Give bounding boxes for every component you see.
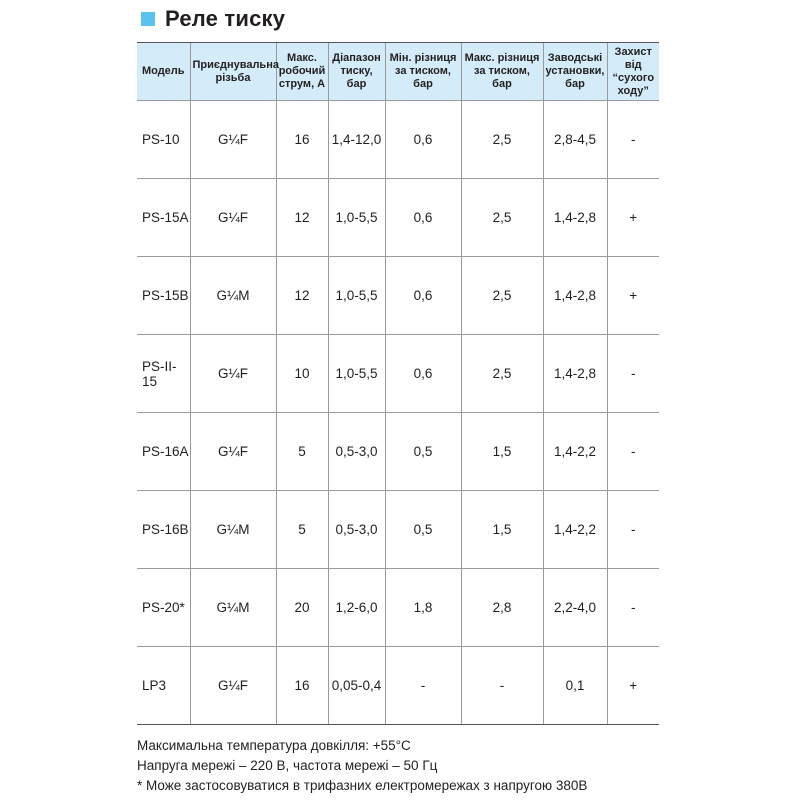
cell-min-difference: 0,5 bbox=[385, 413, 461, 491]
cell-thread: G¼F bbox=[190, 413, 276, 491]
cell-factory-settings: 1,4-2,8 bbox=[543, 257, 607, 335]
cell-pressure-range: 0,5-3,0 bbox=[328, 413, 385, 491]
header-factory-settings: Заводські установки, бар bbox=[543, 43, 607, 101]
cell-max-difference: 2,5 bbox=[461, 179, 543, 257]
cell-pressure-range: 1,4-12,0 bbox=[328, 101, 385, 179]
cell-max-current: 20 bbox=[276, 569, 328, 647]
table-row bbox=[137, 335, 659, 413]
title-marker-square bbox=[141, 12, 155, 26]
cell-dry-run-protection: + bbox=[607, 257, 659, 335]
cell-min-difference: 0,6 bbox=[385, 179, 461, 257]
cell-factory-settings: 2,8-4,5 bbox=[543, 101, 607, 179]
cell-thread: G¼F bbox=[190, 335, 276, 413]
cell-factory-settings: 1,4-2,2 bbox=[543, 491, 607, 569]
table-row bbox=[137, 101, 659, 179]
cell-max-current: 16 bbox=[276, 647, 328, 725]
cell-max-current: 10 bbox=[276, 335, 328, 413]
cell-model: PS-20* bbox=[137, 569, 190, 647]
cell-pressure-range: 0,05-0,4 bbox=[328, 647, 385, 725]
cell-min-difference: 0,6 bbox=[385, 101, 461, 179]
cell-model: PS-16A bbox=[137, 413, 190, 491]
cell-max-difference: 2,5 bbox=[461, 257, 543, 335]
cell-max-current: 12 bbox=[276, 257, 328, 335]
section-header bbox=[141, 3, 285, 35]
cell-model: PS-10 bbox=[137, 101, 190, 179]
header-pressure-range: Діапазон тиску, бар bbox=[328, 43, 385, 101]
cell-thread: G¼M bbox=[190, 257, 276, 335]
cell-model: PS-15A bbox=[137, 179, 190, 257]
cell-factory-settings: 1,4-2,8 bbox=[543, 335, 607, 413]
header-model: Модель bbox=[137, 43, 190, 101]
page-title: Реле тиску bbox=[165, 6, 286, 31]
cell-thread: G¼M bbox=[190, 569, 276, 647]
header-thread: Приєднувальна різьба bbox=[190, 43, 276, 101]
table-row bbox=[137, 569, 659, 647]
table-row bbox=[137, 179, 659, 257]
table-row bbox=[137, 413, 659, 491]
cell-factory-settings: 0,1 bbox=[543, 647, 607, 725]
note-three-phase: * Може застосовуватися в трифазних електромережах з напругою 380В bbox=[137, 778, 588, 793]
cell-max-current: 16 bbox=[276, 101, 328, 179]
cell-min-difference: 1,8 bbox=[385, 569, 461, 647]
cell-dry-run-protection: + bbox=[607, 647, 659, 725]
cell-min-difference: 0,6 bbox=[385, 335, 461, 413]
cell-dry-run-protection: - bbox=[607, 569, 659, 647]
cell-model: PS-II-15 bbox=[137, 335, 190, 413]
cell-thread: G¼M bbox=[190, 491, 276, 569]
cell-max-difference: 1,5 bbox=[461, 491, 543, 569]
cell-min-difference: 0,5 bbox=[385, 491, 461, 569]
cell-model: LP3 bbox=[137, 647, 190, 725]
cell-factory-settings: 2,2-4,0 bbox=[543, 569, 607, 647]
cell-thread: G¼F bbox=[190, 179, 276, 257]
cell-pressure-range: 1,0-5,5 bbox=[328, 257, 385, 335]
header-min-difference: Мін. різниця за тиском, бар bbox=[385, 43, 461, 101]
table-row bbox=[137, 647, 659, 725]
cell-pressure-range: 1,2-6,0 bbox=[328, 569, 385, 647]
cell-dry-run-protection: - bbox=[607, 491, 659, 569]
cell-dry-run-protection: - bbox=[607, 101, 659, 179]
cell-max-difference: 2,8 bbox=[461, 569, 543, 647]
cell-model: PS-16B bbox=[137, 491, 190, 569]
footnotes bbox=[137, 736, 587, 796]
note-mains-voltage: Напруга мережі – 220 В, частота мережі – 50 Гц bbox=[137, 758, 438, 773]
cell-max-current: 5 bbox=[276, 413, 328, 491]
table-row bbox=[137, 491, 659, 569]
cell-dry-run-protection: - bbox=[607, 335, 659, 413]
cell-max-difference: 2,5 bbox=[461, 101, 543, 179]
cell-max-current: 12 bbox=[276, 179, 328, 257]
header-dry-run-protection: Захист від “сухого ходу” bbox=[607, 43, 659, 101]
cell-thread: G¼F bbox=[190, 101, 276, 179]
cell-max-current: 5 bbox=[276, 491, 328, 569]
cell-model: PS-15B bbox=[137, 257, 190, 335]
cell-min-difference: 0,6 bbox=[385, 257, 461, 335]
cell-thread: G¼F bbox=[190, 647, 276, 725]
cell-factory-settings: 1,4-2,8 bbox=[543, 179, 607, 257]
note-max-temperature: Максимальна температура довкілля: +55°С bbox=[137, 738, 411, 753]
header-max-difference: Макс. різниця за тиском, бар bbox=[461, 43, 543, 101]
cell-dry-run-protection: + bbox=[607, 179, 659, 257]
table-header-row bbox=[137, 43, 659, 101]
cell-factory-settings: 1,4-2,2 bbox=[543, 413, 607, 491]
cell-max-difference: 2,5 bbox=[461, 335, 543, 413]
cell-pressure-range: 1,0-5,5 bbox=[328, 335, 385, 413]
cell-max-difference: - bbox=[461, 647, 543, 725]
table-row bbox=[137, 257, 659, 335]
pressure-switch-table bbox=[137, 42, 659, 725]
cell-dry-run-protection: - bbox=[607, 413, 659, 491]
cell-min-difference: - bbox=[385, 647, 461, 725]
cell-pressure-range: 1,0-5,5 bbox=[328, 179, 385, 257]
header-max-current: Макс. робочий струм, А bbox=[276, 43, 328, 101]
cell-pressure-range: 0,5-3,0 bbox=[328, 491, 385, 569]
cell-max-difference: 1,5 bbox=[461, 413, 543, 491]
